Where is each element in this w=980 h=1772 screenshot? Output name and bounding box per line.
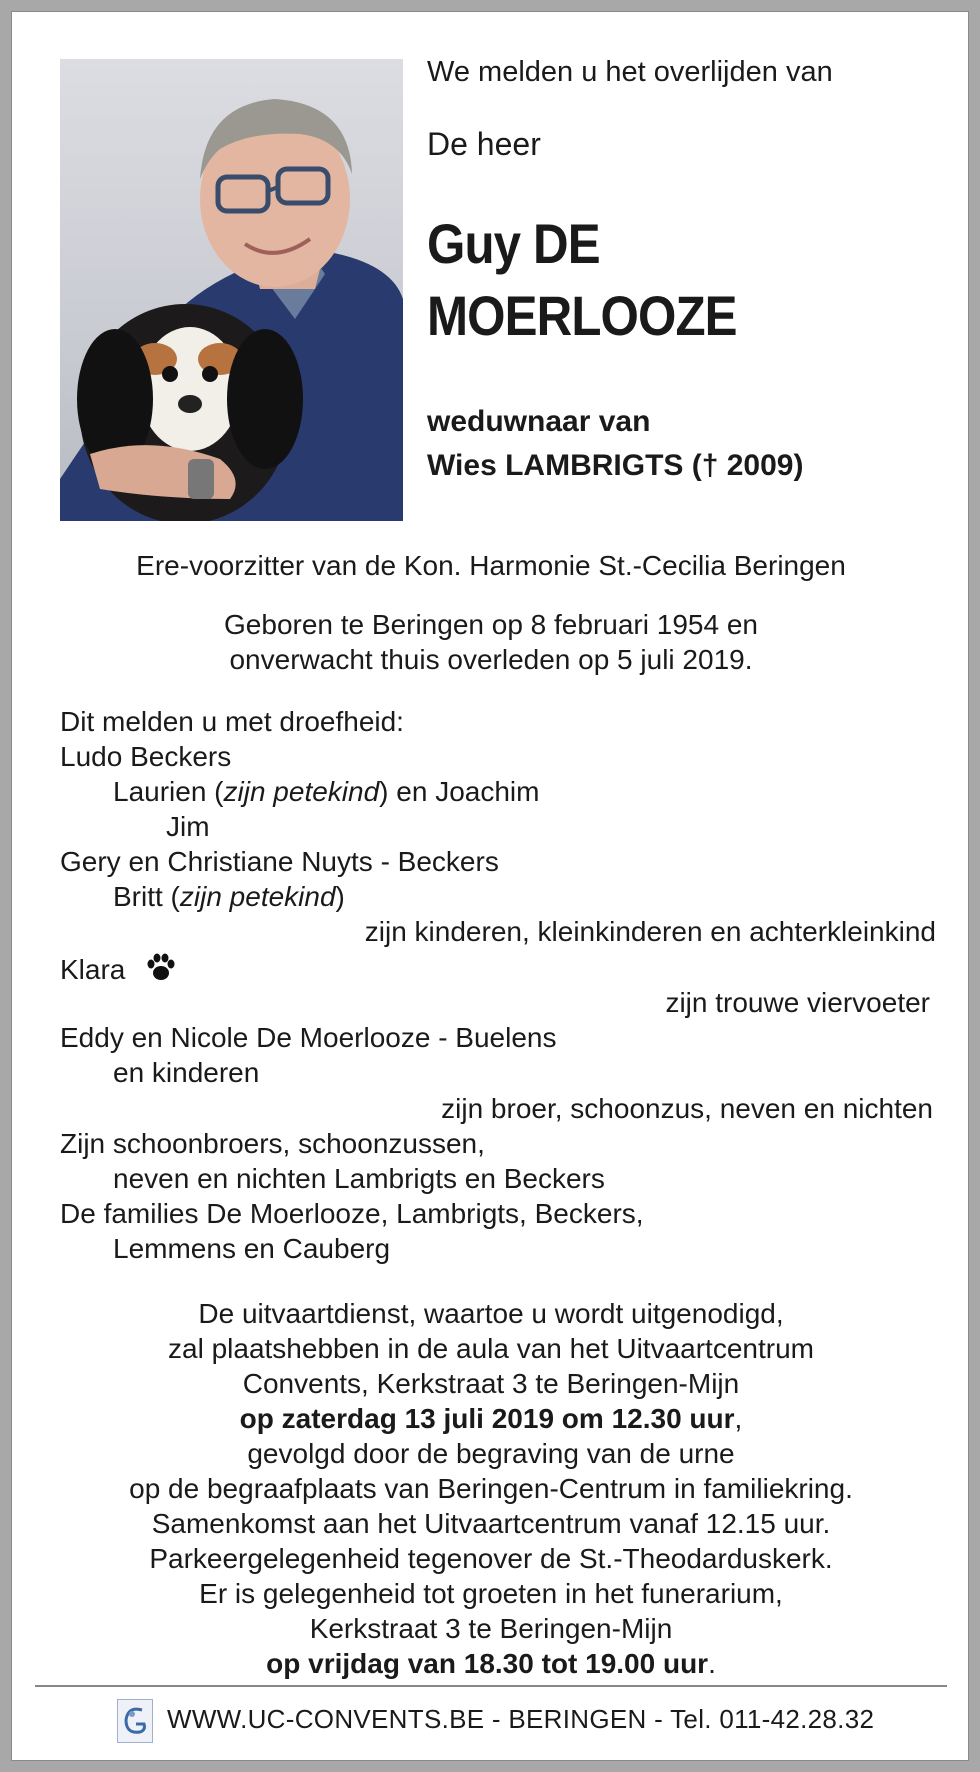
family-laurien-italic: zijn petekind	[223, 776, 380, 807]
family-eddy-kids: en kinderen	[113, 1057, 260, 1088]
ceremony-line-11-tail: .	[708, 1648, 716, 1679]
footer-divider	[35, 1685, 947, 1687]
funeral-home-logo	[117, 1699, 153, 1743]
family-families-2: Lemmens en Cauberg	[113, 1233, 391, 1264]
relation-brother: zijn broer, schoonzus, neven en nichten	[441, 1093, 933, 1124]
family-inlaws-2: neven en nichten Lambrigts en Beckers	[113, 1163, 605, 1194]
family-gery: Gery en Christiane Nuyts - Beckers	[60, 846, 499, 877]
family-ludo: Ludo Beckers	[60, 741, 232, 772]
paw-icon	[145, 952, 177, 982]
family-eddy: Eddy en Nicole De Moerlooze - Buelens	[60, 1022, 557, 1053]
family-inlaws-1: Zijn schoonbroers, schoonzussen,	[60, 1128, 485, 1159]
ceremony-line-5: gevolgd door de begraving van de urne	[247, 1438, 735, 1469]
ceremony-line-2: zal plaatshebben in de aula van het Uitvaartcentrum	[168, 1333, 814, 1364]
family-intro: Dit melden u met droefheid:	[60, 706, 404, 737]
family-families-1: De families De Moerlooze, Lambrigts, Beckers,	[60, 1198, 644, 1229]
family-laurien-b: ) en Joachim	[379, 776, 540, 807]
family-britt	[113, 881, 345, 913]
family-laurien	[113, 776, 539, 808]
ceremony-line-3: Convents, Kerkstraat 3 te Beringen-Mijn	[242, 1368, 740, 1399]
honorific-title: De heer	[427, 126, 541, 162]
ceremony-line-7: Samenkomst aan het Uitvaartcentrum vanaf 12.15 uur.	[151, 1508, 831, 1539]
ceremony-line-4	[12, 1403, 970, 1435]
family-britt-italic: zijn petekind	[179, 881, 336, 912]
family-jim: Jim	[166, 811, 210, 842]
widower-of-line1: weduwnaar van	[427, 405, 651, 438]
obituary-card	[11, 11, 969, 1761]
ceremony-line-4-tail: ,	[734, 1403, 743, 1434]
relation-children: zijn kinderen, kleinkinderen en achterkleinkind	[364, 916, 936, 947]
family-laurien-a: Laurien (	[113, 776, 224, 807]
ceremony-line-9: Er is gelegenheid tot groeten in het funerarium,	[199, 1578, 783, 1609]
ceremony-line-8: Parkeergelegenheid tegenover de St.-Theodarduskerk.	[149, 1543, 833, 1574]
announcement-intro: We melden u het overlijden van	[427, 56, 833, 88]
ceremony-line-10: Kerkstraat 3 te Beringen-Mijn	[309, 1613, 673, 1644]
birth-line: Geboren te Beringen op 8 februari 1954 en	[224, 609, 758, 640]
ceremony-line-1: De uitvaartdienst, waartoe u wordt uitgenodigd,	[198, 1298, 784, 1329]
footer-contact: WWW.UC-CONVENTS.BE - BERINGEN - Tel. 011-42.28.32	[167, 1704, 875, 1734]
widower-of-line2: Wies LAMBRIGTS († 2009)	[427, 449, 804, 482]
honorary-function: Ere-voorzitter van de Kon. Harmonie St.-Cecilia Beringen	[136, 550, 846, 581]
family-britt-a: Britt (	[113, 881, 180, 912]
death-line: onverwacht thuis overleden op 5 juli 2019.	[229, 644, 753, 675]
visitation-time: op vrijdag van 18.30 tot 19.00 uur	[266, 1648, 709, 1679]
logo-mark-icon	[118, 1700, 152, 1742]
ceremony-date: op zaterdag 13 juli 2019 om 12.30 uur	[239, 1403, 735, 1434]
portrait-illustration	[60, 59, 403, 521]
ceremony-line-6: op de begraafplaats van Beringen-Centrum in familiekring.	[129, 1473, 853, 1504]
widower-of	[427, 400, 803, 488]
family-britt-b: )	[335, 881, 345, 912]
deceased-name	[427, 208, 737, 352]
family-klara	[60, 952, 177, 986]
ceremony-line-11	[12, 1648, 970, 1680]
footer	[12, 1694, 970, 1744]
portrait-photo	[60, 59, 403, 521]
family-klara-label: Klara	[60, 954, 126, 985]
deceased-name-line2: MOERLOOZE	[427, 284, 737, 347]
relation-dog: zijn trouwe viervoeter	[665, 987, 930, 1018]
deceased-name-line1: Guy DE	[427, 212, 600, 275]
